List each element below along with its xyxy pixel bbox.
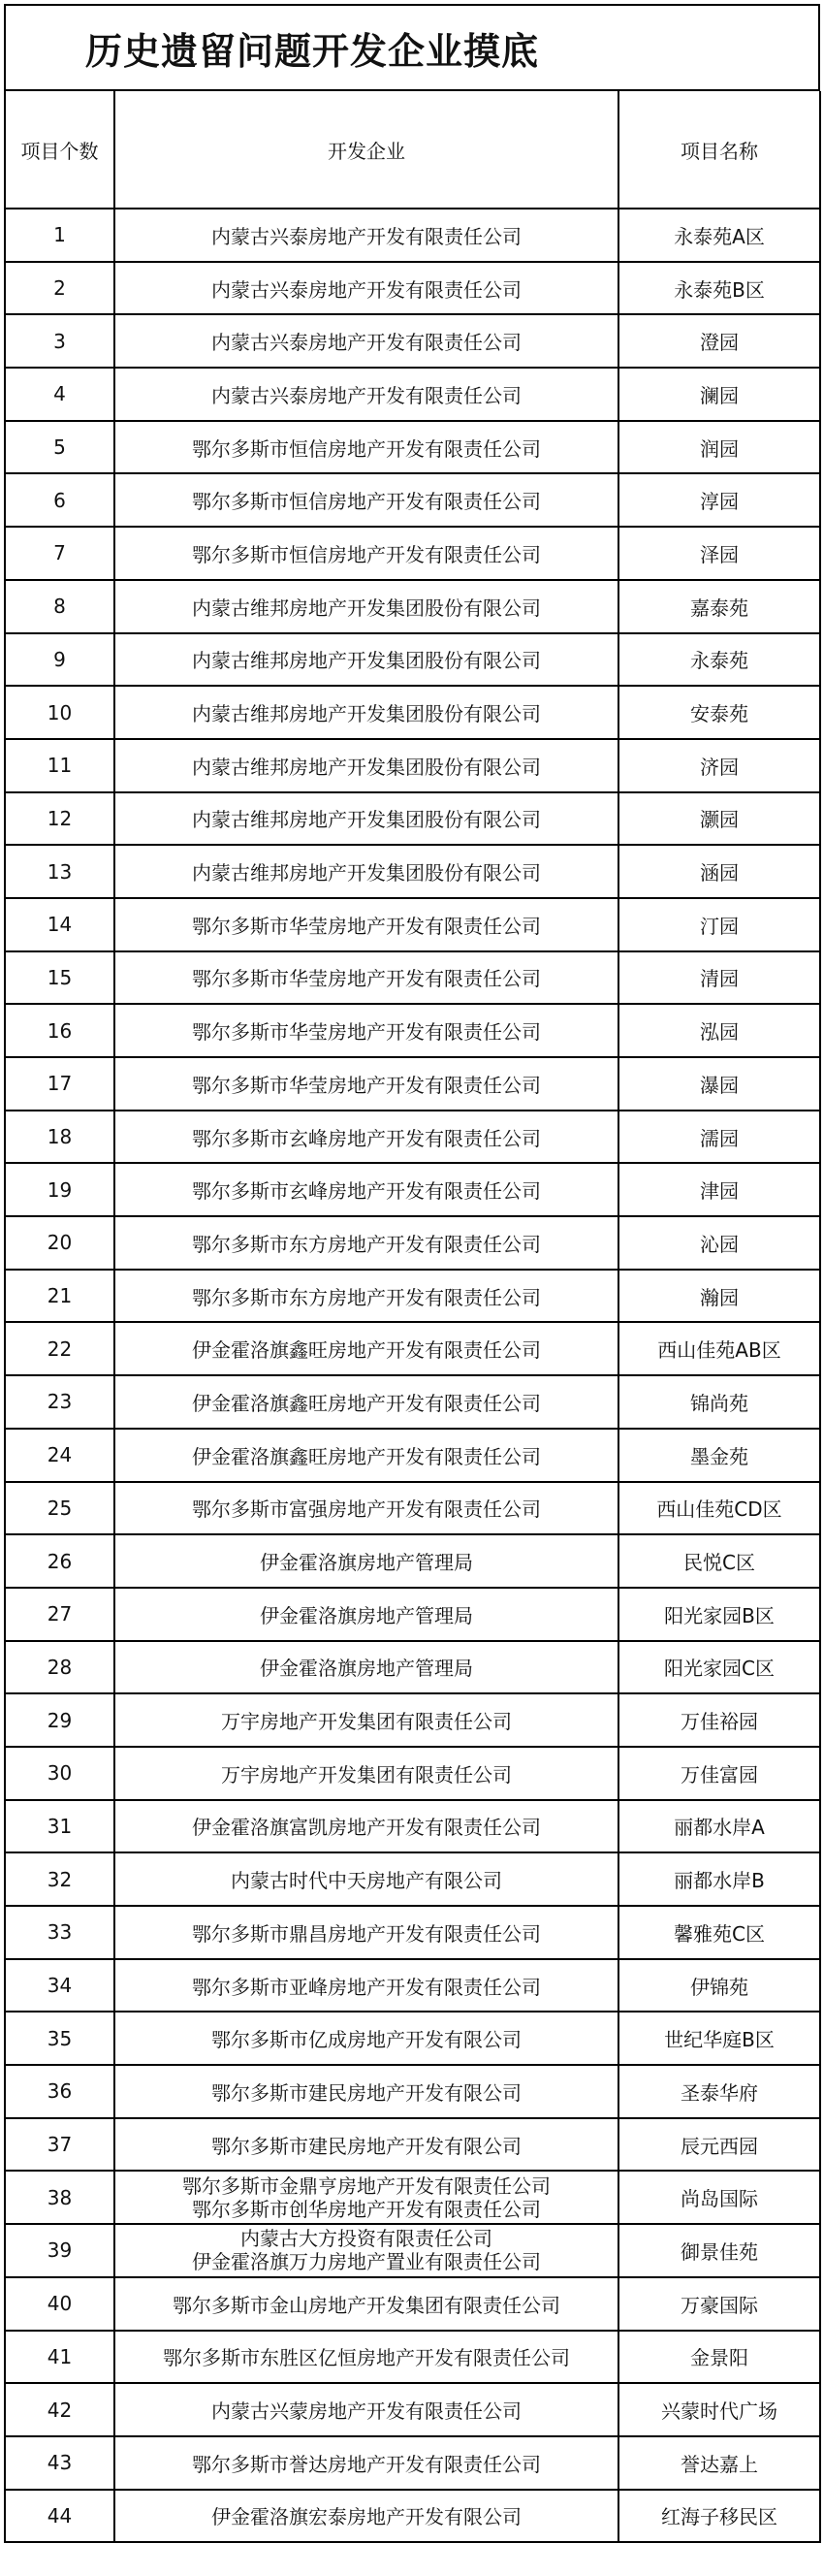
cell-project-count: 25 xyxy=(6,1482,114,1535)
cell-project-count: 1 xyxy=(6,209,114,262)
table-row xyxy=(6,368,820,421)
spreadsheet xyxy=(4,4,820,2543)
table-row xyxy=(6,1429,820,1482)
cell-developer xyxy=(114,686,618,739)
developer-name: 伊金霍洛旗万力房地产置业有限责任公司 xyxy=(192,2250,541,2274)
table-row xyxy=(6,1004,820,1057)
cell-project-name: 万佳裕园 xyxy=(618,1693,820,1747)
developer-name: 鄂尔多斯市华莹房地产开发有限责任公司 xyxy=(192,1073,541,1097)
cell-project-name: 泽园 xyxy=(618,527,820,580)
cell-developer xyxy=(114,368,618,421)
cell-project-count: 35 xyxy=(6,2012,114,2065)
developer-name: 万宇房地产开发集团有限责任公司 xyxy=(221,1762,512,1787)
cell-project-count: 42 xyxy=(6,2383,114,2436)
cell-developer xyxy=(114,1747,618,1800)
developer-name: 鄂尔多斯市亿成房地产开发有限公司 xyxy=(211,2028,522,2052)
table-row xyxy=(6,1588,820,1641)
cell-developer xyxy=(114,209,618,262)
developer-name: 鄂尔多斯市誉达房地产开发有限责任公司 xyxy=(192,2452,541,2476)
developer-name: 伊金霍洛旗富凯房地产开发有限责任公司 xyxy=(192,1816,541,1840)
cell-project-count: 14 xyxy=(6,898,114,951)
cell-project-count: 32 xyxy=(6,1852,114,1906)
cell-developer xyxy=(114,580,618,633)
developer-name: 鄂尔多斯市华莹房地产开发有限责任公司 xyxy=(192,1020,541,1045)
cell-project-count: 10 xyxy=(6,686,114,739)
table-row xyxy=(6,951,820,1005)
cell-project-name: 尚岛国际 xyxy=(618,2171,820,2224)
developer-name: 鄂尔多斯市富强房地产开发有限责任公司 xyxy=(192,1497,541,1522)
cell-project-count: 34 xyxy=(6,1959,114,2012)
cell-project-count: 8 xyxy=(6,580,114,633)
cell-developer xyxy=(114,421,618,474)
developer-name: 内蒙古维邦房地产开发集团股份有限公司 xyxy=(192,861,541,886)
cell-project-name: 辰元西园 xyxy=(618,2118,820,2172)
cell-developer xyxy=(114,1375,618,1429)
developer-name: 伊金霍洛旗鑫旺房地产开发有限责任公司 xyxy=(192,1338,541,1363)
cell-developer xyxy=(114,1004,618,1057)
developer-name: 万宇房地产开发集团有限责任公司 xyxy=(221,1710,512,1734)
cell-project-name: 嘉泰苑 xyxy=(618,580,820,633)
table-row xyxy=(6,1111,820,1164)
developer-name: 鄂尔多斯市恒信房地产开发有限责任公司 xyxy=(192,436,541,461)
cell-project-count: 9 xyxy=(6,633,114,687)
cell-developer xyxy=(114,792,618,846)
developer-name: 鄂尔多斯市金鼎亨房地产开发有限责任公司 xyxy=(182,2174,551,2198)
cell-project-count: 5 xyxy=(6,421,114,474)
developer-name: 鄂尔多斯市玄峰房地产开发有限责任公司 xyxy=(192,1179,541,1204)
table-row xyxy=(6,580,820,633)
cell-project-name: 阳光家园B区 xyxy=(618,1588,820,1641)
cell-project-name: 瀑园 xyxy=(618,1057,820,1111)
cell-project-name: 誉达嘉上 xyxy=(618,2436,820,2490)
table-row xyxy=(6,209,820,262)
cell-developer xyxy=(114,1057,618,1111)
cell-project-count: 21 xyxy=(6,1270,114,1323)
cell-project-count: 13 xyxy=(6,845,114,898)
cell-developer xyxy=(114,2331,618,2384)
table-row xyxy=(6,898,820,951)
cell-project-count: 22 xyxy=(6,1322,114,1375)
cell-project-count: 28 xyxy=(6,1641,114,1694)
developer-name: 内蒙古大方投资有限责任公司 xyxy=(240,2227,492,2251)
cell-developer xyxy=(114,739,618,792)
developer-name: 鄂尔多斯市恒信房地产开发有限责任公司 xyxy=(192,542,541,566)
cell-project-name: 墨金苑 xyxy=(618,1429,820,1482)
cell-project-count: 24 xyxy=(6,1429,114,1482)
cell-project-count: 3 xyxy=(6,314,114,368)
developer-name: 内蒙古兴泰房地产开发有限责任公司 xyxy=(211,383,522,407)
table-row xyxy=(6,1057,820,1111)
cell-developer xyxy=(114,527,618,580)
cell-project-count: 23 xyxy=(6,1375,114,1429)
table-row xyxy=(6,1959,820,2012)
cell-developer xyxy=(114,1906,618,1959)
cell-project-name: 金景阳 xyxy=(618,2331,820,2384)
table-row xyxy=(6,1641,820,1694)
table-row xyxy=(6,633,820,687)
cell-project-count: 20 xyxy=(6,1216,114,1270)
cell-project-count: 18 xyxy=(6,1111,114,1164)
table-row xyxy=(6,792,820,846)
cell-project-count: 33 xyxy=(6,1906,114,1959)
developer-name: 内蒙古兴泰房地产开发有限责任公司 xyxy=(211,331,522,355)
table-row xyxy=(6,262,820,315)
table-row xyxy=(6,2065,820,2118)
cell-project-name: 济园 xyxy=(618,739,820,792)
cell-project-name: 润园 xyxy=(618,421,820,474)
developer-name: 鄂尔多斯市东方房地产开发有限责任公司 xyxy=(192,1285,541,1309)
table-row xyxy=(6,1322,820,1375)
developer-name: 鄂尔多斯市金山房地产开发集团有限责任公司 xyxy=(173,2293,560,2317)
cell-project-count: 37 xyxy=(6,2118,114,2172)
cell-developer xyxy=(114,2171,618,2224)
header-project-name: 项目名称 xyxy=(618,91,820,209)
cell-project-name: 淳园 xyxy=(618,473,820,527)
cell-project-count: 16 xyxy=(6,1004,114,1057)
cell-project-name: 西山佳苑AB区 xyxy=(618,1322,820,1375)
developer-name: 鄂尔多斯市恒信房地产开发有限责任公司 xyxy=(192,490,541,514)
table-row xyxy=(6,2224,820,2277)
table-row xyxy=(6,421,820,474)
table-row xyxy=(6,1216,820,1270)
cell-project-name: 红海子移民区 xyxy=(618,2490,820,2543)
table-row xyxy=(6,473,820,527)
cell-developer xyxy=(114,2436,618,2490)
table-row xyxy=(6,1375,820,1429)
developer-name: 鄂尔多斯市建民房地产开发有限公司 xyxy=(211,2080,522,2105)
developer-name: 鄂尔多斯市鼎昌房地产开发有限责任公司 xyxy=(192,1921,541,1946)
table-row xyxy=(6,2012,820,2065)
table-row xyxy=(6,686,820,739)
cell-project-name: 圣泰华府 xyxy=(618,2065,820,2118)
cell-project-count: 29 xyxy=(6,1693,114,1747)
cell-project-name: 永泰苑B区 xyxy=(618,262,820,315)
table-row xyxy=(6,1747,820,1800)
cell-project-name: 津园 xyxy=(618,1163,820,1216)
cell-developer xyxy=(114,1959,618,2012)
cell-project-name: 万佳富园 xyxy=(618,1747,820,1800)
cell-project-count: 19 xyxy=(6,1163,114,1216)
table-row xyxy=(6,1852,820,1906)
table-row xyxy=(6,2118,820,2172)
cell-project-name: 阳光家园C区 xyxy=(618,1641,820,1694)
table-row xyxy=(6,314,820,368)
cell-project-name: 沁园 xyxy=(618,1216,820,1270)
cell-project-count: 7 xyxy=(6,527,114,580)
cell-developer xyxy=(114,2383,618,2436)
table-row xyxy=(6,2277,820,2331)
cell-project-name: 涵园 xyxy=(618,845,820,898)
table-row xyxy=(6,845,820,898)
developer-name: 伊金霍洛旗鑫旺房地产开发有限责任公司 xyxy=(192,1444,541,1468)
developer-name: 内蒙古兴蒙房地产开发有限责任公司 xyxy=(211,2399,522,2424)
developer-name: 内蒙古维邦房地产开发集团股份有限公司 xyxy=(192,702,541,726)
cell-project-name: 丽都水岸B xyxy=(618,1852,820,1906)
developer-name: 鄂尔多斯市玄峰房地产开发有限责任公司 xyxy=(192,1126,541,1150)
cell-project-name: 御景佳苑 xyxy=(618,2224,820,2277)
cell-project-count: 30 xyxy=(6,1747,114,1800)
title-row xyxy=(6,6,820,91)
cell-developer xyxy=(114,314,618,368)
developer-name: 鄂尔多斯市东胜区亿恒房地产开发有限责任公司 xyxy=(163,2346,570,2370)
cell-project-count: 6 xyxy=(6,473,114,527)
table-row xyxy=(6,1270,820,1323)
cell-developer xyxy=(114,1429,618,1482)
cell-project-count: 11 xyxy=(6,739,114,792)
table-row xyxy=(6,2436,820,2490)
table-row xyxy=(6,2490,820,2543)
cell-developer xyxy=(114,1800,618,1853)
cell-developer xyxy=(114,633,618,687)
cell-project-name: 馨雅苑C区 xyxy=(618,1906,820,1959)
cell-project-name: 清园 xyxy=(618,951,820,1005)
cell-project-count: 38 xyxy=(6,2171,114,2224)
developer-name: 鄂尔多斯市建民房地产开发有限公司 xyxy=(211,2134,522,2158)
cell-developer xyxy=(114,1482,618,1535)
developer-name: 伊金霍洛旗房地产管理局 xyxy=(260,1551,473,1575)
cell-project-name: 汀园 xyxy=(618,898,820,951)
cell-developer xyxy=(114,2065,618,2118)
cell-project-count: 4 xyxy=(6,368,114,421)
cell-project-count: 39 xyxy=(6,2224,114,2277)
cell-developer xyxy=(114,1534,618,1588)
cell-developer xyxy=(114,2277,618,2331)
developer-name: 鄂尔多斯市亚峰房地产开发有限责任公司 xyxy=(192,1975,541,1999)
cell-developer xyxy=(114,2012,618,2065)
developer-name: 内蒙古维邦房地产开发集团股份有限公司 xyxy=(192,649,541,673)
cell-project-count: 41 xyxy=(6,2331,114,2384)
developer-name: 鄂尔多斯市东方房地产开发有限责任公司 xyxy=(192,1232,541,1256)
cell-developer xyxy=(114,2490,618,2543)
cell-project-name: 永泰苑A区 xyxy=(618,209,820,262)
cell-developer xyxy=(114,1163,618,1216)
cell-project-name: 泓园 xyxy=(618,1004,820,1057)
cell-developer xyxy=(114,262,618,315)
table-row xyxy=(6,1906,820,1959)
developer-name: 鄂尔多斯市华莹房地产开发有限责任公司 xyxy=(192,914,541,938)
cell-project-name: 澄园 xyxy=(618,314,820,368)
cell-developer xyxy=(114,2224,618,2277)
cell-project-count: 26 xyxy=(6,1534,114,1588)
cell-project-name: 灏园 xyxy=(618,792,820,846)
developer-name: 内蒙古维邦房地产开发集团股份有限公司 xyxy=(192,808,541,832)
cell-developer xyxy=(114,1270,618,1323)
cell-developer xyxy=(114,1216,618,1270)
table-row xyxy=(6,527,820,580)
cell-project-name: 永泰苑 xyxy=(618,633,820,687)
table-row xyxy=(6,2331,820,2384)
developer-name: 内蒙古维邦房地产开发集团股份有限公司 xyxy=(192,755,541,779)
cell-project-name: 瀚园 xyxy=(618,1270,820,1323)
cell-project-name: 万豪国际 xyxy=(618,2277,820,2331)
developer-name: 内蒙古时代中天房地产有限公司 xyxy=(231,1869,502,1893)
table-row xyxy=(6,2383,820,2436)
cell-project-count: 12 xyxy=(6,792,114,846)
table-row xyxy=(6,1534,820,1588)
cell-project-name: 濡园 xyxy=(618,1111,820,1164)
table-body xyxy=(6,209,820,2542)
cell-developer xyxy=(114,473,618,527)
cell-project-name: 锦尚苑 xyxy=(618,1375,820,1429)
table-row xyxy=(6,2171,820,2224)
developer-name: 鄂尔多斯市华莹房地产开发有限责任公司 xyxy=(192,967,541,991)
cell-project-name: 民悦C区 xyxy=(618,1534,820,1588)
cell-project-name: 丽都水岸A xyxy=(618,1800,820,1853)
developer-name: 伊金霍洛旗房地产管理局 xyxy=(260,1657,473,1681)
cell-developer xyxy=(114,951,618,1005)
table-row xyxy=(6,739,820,792)
cell-project-count: 17 xyxy=(6,1057,114,1111)
table-row xyxy=(6,1693,820,1747)
cell-developer xyxy=(114,1588,618,1641)
cell-project-count: 31 xyxy=(6,1800,114,1853)
table-row xyxy=(6,1163,820,1216)
developer-table xyxy=(6,91,821,2543)
cell-developer xyxy=(114,1111,618,1164)
developer-name: 内蒙古兴泰房地产开发有限责任公司 xyxy=(211,277,522,302)
cell-developer xyxy=(114,845,618,898)
cell-project-name: 世纪华庭B区 xyxy=(618,2012,820,2065)
developer-name: 内蒙古维邦房地产开发集团股份有限公司 xyxy=(192,596,541,620)
cell-project-count: 2 xyxy=(6,262,114,315)
header-developer: 开发企业 xyxy=(114,91,618,209)
developer-name: 伊金霍洛旗房地产管理局 xyxy=(260,1603,473,1627)
cell-developer xyxy=(114,1641,618,1694)
cell-developer xyxy=(114,898,618,951)
cell-project-name: 澜园 xyxy=(618,368,820,421)
cell-project-count: 36 xyxy=(6,2065,114,2118)
cell-project-name: 伊锦苑 xyxy=(618,1959,820,2012)
developer-name: 伊金霍洛旗宏泰房地产开发有限公司 xyxy=(211,2505,522,2529)
cell-developer xyxy=(114,1852,618,1906)
sheet-title: 历史遗留问题开发企业摸底 xyxy=(85,29,540,73)
cell-project-count: 27 xyxy=(6,1588,114,1641)
cell-project-count: 15 xyxy=(6,951,114,1005)
table-row xyxy=(6,1482,820,1535)
cell-project-count: 44 xyxy=(6,2490,114,2543)
header-row xyxy=(6,91,820,209)
cell-developer xyxy=(114,1693,618,1747)
cell-developer xyxy=(114,2118,618,2172)
developer-name: 鄂尔多斯市创华房地产开发有限责任公司 xyxy=(192,2197,541,2221)
cell-project-count: 43 xyxy=(6,2436,114,2490)
cell-project-name: 安泰苑 xyxy=(618,686,820,739)
table-row xyxy=(6,1800,820,1853)
developer-name: 内蒙古兴泰房地产开发有限责任公司 xyxy=(211,224,522,248)
header-project-count: 项目个数 xyxy=(6,91,114,209)
cell-project-name: 兴蒙时代广场 xyxy=(618,2383,820,2436)
cell-project-name: 西山佳苑CD区 xyxy=(618,1482,820,1535)
developer-name: 伊金霍洛旗鑫旺房地产开发有限责任公司 xyxy=(192,1391,541,1415)
cell-project-count: 40 xyxy=(6,2277,114,2331)
cell-developer xyxy=(114,1322,618,1375)
